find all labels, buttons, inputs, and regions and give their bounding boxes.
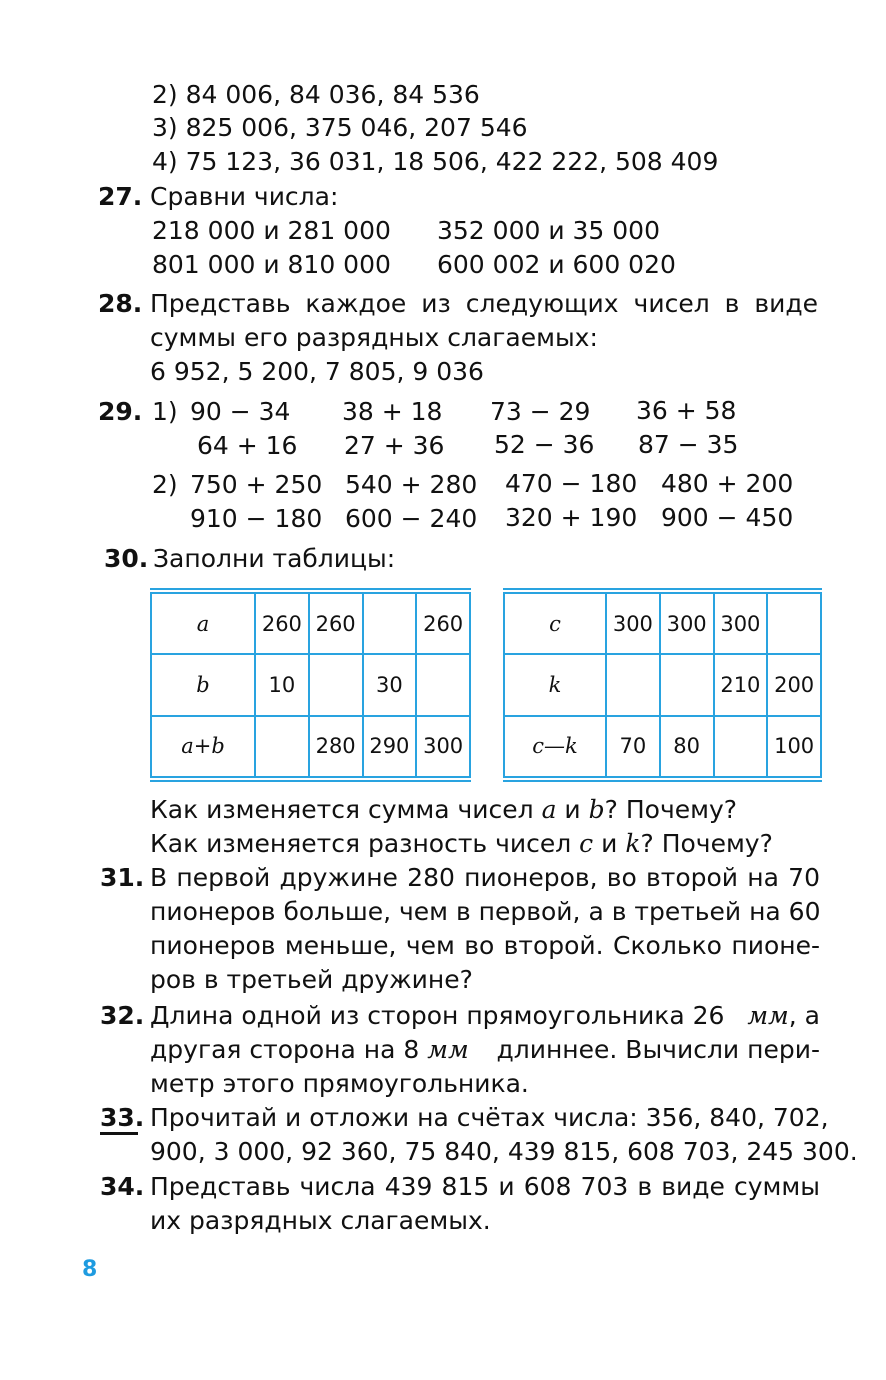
exercise-31-line-4: ров в третьей дружине?: [150, 965, 473, 994]
item-line-4: 4) 75 123, 36 031, 18 506, 422 222, 508 409: [152, 147, 719, 176]
expression: 52 − 36: [494, 430, 595, 459]
unit-mm: мм: [747, 1001, 789, 1030]
table-row: [504, 593, 821, 654]
compare-pair-2: 352 000 и 35 000: [437, 216, 660, 245]
table-row: [151, 654, 470, 715]
exercise-31-line-1: В первой дружине 280 пионеров, во второй на 70: [150, 863, 820, 892]
question-text: Как изменяется разность чисел: [150, 829, 572, 858]
table-cell: 300: [660, 593, 714, 654]
exercise-27-title: Сравни числа:: [150, 182, 339, 211]
unit-mm: мм: [427, 1035, 469, 1064]
exercise-32-line-2: [150, 1035, 820, 1065]
table-cell: 80: [660, 716, 714, 777]
exercise-number-30: 30.: [104, 544, 149, 573]
expression: 470 − 180: [505, 469, 638, 498]
table-cell: 30: [363, 654, 417, 715]
exercise-32-line-3: метр этого прямоугольника.: [150, 1069, 529, 1098]
table-cell[interactable]: [714, 716, 768, 777]
exercise-31-line-3: пионеров меньше, чем во второй. Сколько пионе-: [150, 931, 820, 960]
exercise-number-29: 29.: [98, 397, 143, 426]
expression: 87 − 35: [638, 430, 739, 459]
table-cell: 280: [309, 716, 363, 777]
table-cell: 300: [714, 593, 768, 654]
question-tail: ? Почему?: [640, 829, 773, 858]
table-cell: c: [504, 593, 606, 654]
exercise-number-33: 33.: [100, 1103, 145, 1132]
table-1: [150, 592, 471, 778]
table-row: [151, 716, 470, 777]
exercise-33-line-2: 900, 3 000, 92 360, 75 840, 439 815, 608 703, 245 300.: [150, 1137, 858, 1166]
table-1-top-rule: [150, 588, 471, 590]
table-cell: 300: [416, 716, 470, 777]
variable-k: k: [625, 829, 641, 858]
compare-pair-3: 801 000 и 810 000: [152, 250, 391, 279]
table-cell: 100: [767, 716, 821, 777]
exercise-33-line-1: Прочитай и отложи на счётах числа: 356, 840, 702,: [150, 1103, 829, 1132]
table-cell: b: [151, 654, 255, 715]
expression: 480 + 200: [661, 469, 794, 498]
exercise-32-text: Длина одной из сторон прямоугольника 26: [150, 1001, 725, 1030]
table-2: [503, 592, 822, 778]
exercise-28-line-1: Представь каждое из следующих чисел в виде: [150, 289, 818, 318]
compare-pair-1: 218 000 и 281 000: [152, 216, 391, 245]
expression: 320 + 190: [505, 503, 638, 532]
exercise-number-32: 32.: [100, 1001, 145, 1030]
exercise-number-27: 27.: [98, 182, 143, 211]
table-cell: 200: [767, 654, 821, 715]
table-1-bottom-rule: [150, 780, 471, 782]
expression: 73 − 29: [490, 397, 591, 426]
conjunction: и: [564, 795, 581, 824]
variable-c: c: [579, 829, 594, 858]
exercise-32-line-1: [150, 1001, 820, 1031]
question-difference: [150, 829, 773, 859]
question-tail: ? Почему?: [604, 795, 738, 824]
table-row: [504, 716, 821, 777]
exercise-32-text: [150, 1035, 469, 1065]
expression: 600 − 240: [345, 504, 478, 533]
table-cell: k: [504, 654, 606, 715]
exercise-28-line-3: 6 952, 5 200, 7 805, 9 036: [150, 357, 484, 386]
expression: 910 − 180: [190, 504, 323, 533]
variable-b: b: [588, 795, 605, 824]
exercise-28-line-2: суммы его разрядных слагаемых:: [150, 323, 598, 352]
table-row: [151, 593, 470, 654]
table-cell: 260: [309, 593, 363, 654]
exercise-32-text-part: другая сторона на 8: [150, 1035, 420, 1064]
exercise-32-comma: , а: [788, 1001, 820, 1030]
table-row: [504, 654, 821, 715]
page-number: 8: [82, 1257, 98, 1282]
expression: 36 + 58: [636, 396, 737, 425]
expression: 90 − 34: [190, 397, 291, 426]
table-cell: a: [151, 593, 255, 654]
exercise-30-title: Заполни таблицы:: [153, 544, 396, 573]
table-cell[interactable]: [767, 593, 821, 654]
table-cell: 300: [606, 593, 660, 654]
exercise-34-line-2: их разрядных слагаемых.: [150, 1206, 491, 1235]
table-cell: 260: [255, 593, 309, 654]
expression: 27 + 36: [344, 431, 445, 460]
exercise-31-line-2: пионеров больше, чем в первой, а в третьей на 60: [150, 897, 821, 926]
question-sum: [150, 795, 737, 825]
variable-a: a: [541, 795, 557, 824]
table-cell: 10: [255, 654, 309, 715]
table-cell[interactable]: [363, 593, 417, 654]
table-cell[interactable]: [309, 654, 363, 715]
table-cell: 210: [714, 654, 768, 715]
expression: 64 + 16: [197, 431, 298, 460]
table-cell: a+b: [151, 716, 255, 777]
table-cell: 70: [606, 716, 660, 777]
exercise-number-34: 34.: [100, 1172, 145, 1201]
table-2-top-rule: [503, 588, 822, 590]
table-cell[interactable]: [255, 716, 309, 777]
item-line-3: 3) 825 006, 375 046, 207 546: [152, 113, 528, 142]
exercise-29-part-1: 1): [152, 397, 178, 426]
table-cell[interactable]: [660, 654, 714, 715]
item-line-2: 2) 84 006, 84 036, 84 536: [152, 80, 480, 109]
expression: 540 + 280: [345, 470, 478, 499]
expression: 750 + 250: [190, 470, 323, 499]
table-cell[interactable]: [606, 654, 660, 715]
exercise-29-part-2: 2): [152, 470, 178, 499]
exercise-34-line-1: Представь числа 439 815 и 608 703 в виде суммы: [150, 1172, 820, 1201]
exercise-33-underline: [100, 1132, 138, 1135]
table-cell[interactable]: [416, 654, 470, 715]
exercise-number-28: 28.: [98, 289, 143, 318]
table-cell: 260: [416, 593, 470, 654]
compare-pair-4: 600 002 и 600 020: [437, 250, 676, 279]
exercise-32-tail: [747, 1001, 820, 1031]
table-cell: c—k: [504, 716, 606, 777]
exercise-32-text: длиннее. Вычисли пери-: [496, 1035, 820, 1064]
expression: 900 − 450: [661, 503, 794, 532]
exercise-number-31: 31.: [100, 863, 145, 892]
expression: 38 + 18: [342, 397, 443, 426]
table-cell: 290: [363, 716, 417, 777]
question-text: Как изменяется сумма чисел: [150, 795, 534, 824]
table-2-bottom-rule: [503, 780, 822, 782]
conjunction: и: [601, 829, 618, 858]
